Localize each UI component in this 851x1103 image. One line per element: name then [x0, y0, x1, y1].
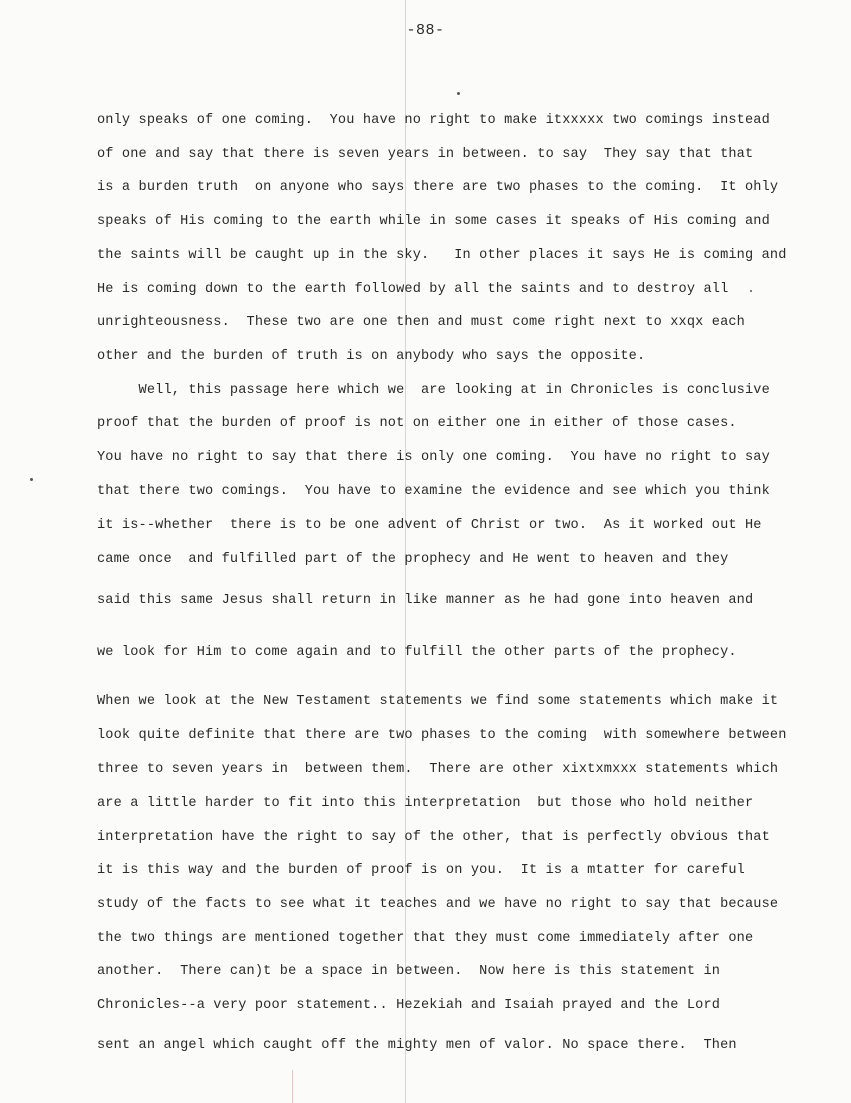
text-line: He is coming down to the earth followed by all the saints and to destroy all [97, 282, 729, 297]
text-line: Well, this passage here which we are looking at in Chronicles is conclusive [97, 383, 770, 398]
text-line: three to seven years in between them. There are other xixtxmxxx statements which [97, 762, 779, 777]
ink-speck [457, 92, 460, 95]
text-line: the saints will be caught up in the sky. In other places it says He is coming and [97, 248, 787, 263]
text-line: it is--whether there is to be one advent of Christ or two. As it worked out He [97, 518, 762, 533]
text-line: came once and fulfilled part of the prophecy and He went to heaven and they [97, 552, 729, 567]
text-line: only speaks of one coming. You have no right to make itxxxxx two comings instead [97, 113, 770, 128]
text-line: unrighteousness. These two are one then and must come right next to xxqx each [97, 315, 745, 330]
text-line: proof that the burden of proof is not on either one in either of those cases. [97, 416, 737, 431]
text-line: When we look at the New Testament statements we find some statements which make it [97, 694, 779, 709]
text-line: other and the burden of truth is on anybody who says the opposite. [97, 349, 646, 364]
page-fold-line-lower [292, 1070, 293, 1103]
text-line: that there two comings. You have to examine the evidence and see which you think [97, 484, 770, 499]
page-number: -88- [406, 22, 445, 39]
text-line: another. There can)t be a space in between. Now here is this statement in [97, 964, 721, 979]
text-line: interpretation have the right to say of the other, that is perfectly obvious that [97, 830, 770, 845]
text-line: Chronicles--a very poor statement.. Hezekiah and Isaiah prayed and the Lord [97, 998, 721, 1013]
text-line: You have no right to say that there is only one coming. You have no right to say [97, 450, 770, 465]
ink-speck [750, 290, 752, 292]
text-line: are a little harder to fit into this interpretation but those who hold neither [97, 796, 754, 811]
text-line: we look for Him to come again and to fulfill the other parts of the prophecy. [97, 645, 737, 660]
text-line: of one and say that there is seven years in between. to say They say that that [97, 147, 754, 162]
text-line: look quite definite that there are two phases to the coming with somewhere between [97, 728, 787, 743]
text-line: sent an angel which caught off the mighty men of valor. No space there. Then [97, 1038, 737, 1053]
text-line: the two things are mentioned together that they must come immediately after one [97, 931, 754, 946]
text-line: study of the facts to see what it teaches and we have no right to say that because [97, 897, 779, 912]
text-line: it is this way and the burden of proof is on you. It is a mtatter for careful [97, 863, 745, 878]
ink-speck [30, 478, 33, 481]
text-line: is a burden truth on anyone who says there are two phases to the coming. It ohly [97, 180, 779, 195]
text-line: said this same Jesus shall return in like manner as he had gone into heaven and [97, 593, 754, 608]
text-line: speaks of His coming to the earth while in some cases it speaks of His coming and [97, 214, 770, 229]
